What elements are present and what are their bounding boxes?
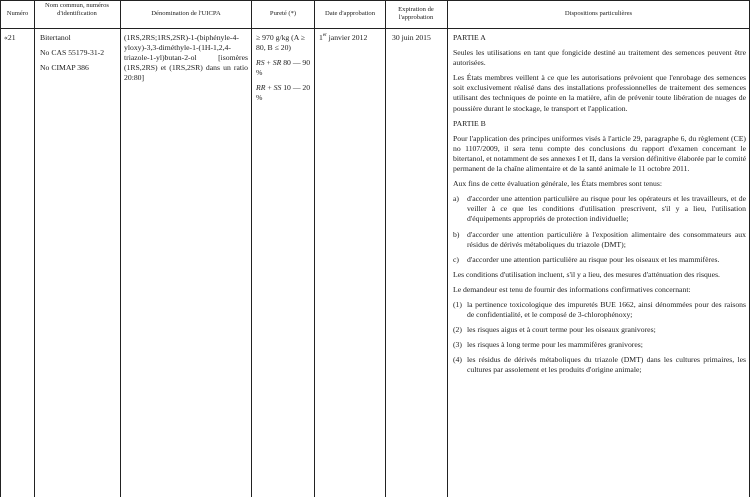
cas-number: No CAS 55179-31-2 — [40, 48, 105, 58]
list-item-label: (3) — [453, 340, 462, 350]
list-item-label: (2) — [453, 325, 462, 335]
isomer-ss: SS — [273, 83, 282, 93]
list-item-label: (1) — [453, 299, 462, 309]
partie-b-paragraph: Le demandeur est tenu de fournir des informations confirmatives concernant: — [453, 284, 691, 294]
ratio-value: 80 — 90 % — [256, 58, 311, 78]
list-item-text: les risques aigus et à court terme pour les oiseaux granivores; — [467, 325, 656, 335]
list-item-label: c) — [453, 254, 459, 264]
list-item — [453, 230, 746, 250]
header-expiration: Expiration de l'approbation — [398, 6, 434, 22]
partie-b-paragraph: Pour l'application des principes uniformes visés à l'article 29, paragraphe 6, du règlement (CE) no 1107/2009, il sera tenu compte des conclusions du rapport d'examen concernant le bitertanol, et notamment de ses annexes I et II, dans la version définitive élaborée par le comité permanent de la chaîne alimentaire et de la santé animale le 11 octobre 2011. — [453, 133, 746, 174]
expiration-date: 30 juin 2015 — [392, 33, 431, 42]
list-item-text: la pertinence toxicologique des impuretés BUE 1662, ainsi dénommées pour des raisons de confidentialité, et le composé de 3-chlorophénoxy; — [467, 299, 746, 320]
table-border-top — [0, 0, 750, 1]
partie-b-paragraph: Les conditions d'utilisation incluent, s'il y a lieu, des mesures d'atténuation des risques. — [453, 269, 720, 279]
list-item-text: d'accorder une attention particulière à l'exposition alimentaire des consommateurs aux résidus de dérivés métaboliques du triazole (DMT); — [467, 229, 746, 249]
partie-b-title: PARTIE B — [453, 118, 486, 128]
list-item-text: les risques à long terme pour les mammifères granivores; — [467, 340, 643, 350]
partie-a-paragraph: Les États membres veillent à ce que les autorisations prévoient que l'enrobage des semences soit exclusivement réalisé dans des installations professionnelles de traitement des semences utilisant des techniques de pointe en la matière, afin de prévenir toute libération de nuages de poussière durant le stockage, le transport et l'application. — [453, 73, 746, 113]
ordinal-suffix: er — [322, 33, 327, 38]
header-purete: Pureté (*) — [269, 10, 297, 17]
column-divider — [447, 0, 448, 497]
row-numero: «21 — [4, 33, 16, 42]
row-common-name — [40, 33, 118, 73]
header-divider — [0, 28, 750, 29]
list-item-label: b) — [453, 229, 460, 239]
iupac-name: (1RS,2RS;1RS,2SR)-1-(biphényle-4-yloxy)-3,3-diméthyle-1-(1H-1,2,4-triazole-1-yl)butan-2-ol [isomères (1RS,2RS) et (1RS,2SR) dans un ratio 20:80] — [124, 33, 248, 83]
column-divider — [314, 0, 315, 497]
header-dispositions: Dispositions particulières — [564, 10, 633, 17]
list-item — [453, 194, 746, 224]
approval-month-year: janvier 2012 — [326, 33, 368, 42]
header-nom-commun: Nom commun, numéros d'identification — [45, 2, 109, 18]
cimap-number: No CIMAP 386 — [40, 63, 89, 73]
approval-day: 1 — [319, 33, 323, 42]
isomer-sr: SR — [272, 58, 282, 68]
header-numero: Numéro — [6, 10, 29, 17]
list-item-text: les résidus de dérivés métaboliques du triazole (DMT) dans les cultures primaires, les cultures par assolement et les produits d'origine animale; — [467, 355, 746, 375]
header-denomination: Dénomination de l'UICPA — [151, 10, 221, 17]
column-divider — [385, 0, 386, 497]
list-item — [453, 325, 746, 335]
list-item — [453, 355, 746, 375]
approval-date — [319, 33, 383, 43]
table-border-left — [0, 0, 1, 497]
list-item-label: (4) — [453, 355, 462, 365]
header-date-approbation: Date d'approbation — [324, 10, 376, 17]
specific-provisions — [453, 33, 746, 376]
purity-rs-sr — [256, 58, 312, 78]
partie-b-paragraph: Aux fins de cette évaluation générale, les États membres sont tenus: — [453, 179, 662, 189]
purity-rr-ss — [256, 83, 312, 103]
ratio-value: 10 — 20 % — [256, 83, 311, 103]
column-divider — [251, 0, 252, 497]
plus-sign: + — [264, 58, 273, 68]
isomer-rr: RR — [256, 83, 266, 93]
column-divider — [120, 0, 121, 497]
partie-a-title: PARTIE A — [453, 33, 486, 42]
list-item — [453, 255, 746, 265]
substance-name: Bitertanol — [40, 33, 71, 42]
purity — [256, 33, 312, 104]
list-item-text: d'accorder une attention particulière au risque pour les opérateurs et les travailleurs, et de veiller à ce que les conditions d'utilisation prescrivent, s'il y a lieu, l'utilisation d'équipements appropriés de protection individuelle; — [467, 194, 746, 224]
list-item-label: a) — [453, 194, 459, 204]
purity-minimum: ≥ 970 g/kg (A ≥ 80, B ≤ 20) — [256, 33, 306, 53]
partie-a-paragraph: Seules les utilisations en tant que fongicide destiné au traitement des semences peuvent être autorisées. — [453, 48, 746, 68]
column-divider — [34, 0, 35, 497]
list-item — [453, 300, 746, 320]
plus-sign: + — [265, 83, 274, 93]
isomer-rs: RS — [256, 58, 265, 68]
list-item-text: d'accorder une attention particulière au risque pour les oiseaux et les mammifères. — [467, 254, 720, 264]
list-item — [453, 340, 746, 350]
